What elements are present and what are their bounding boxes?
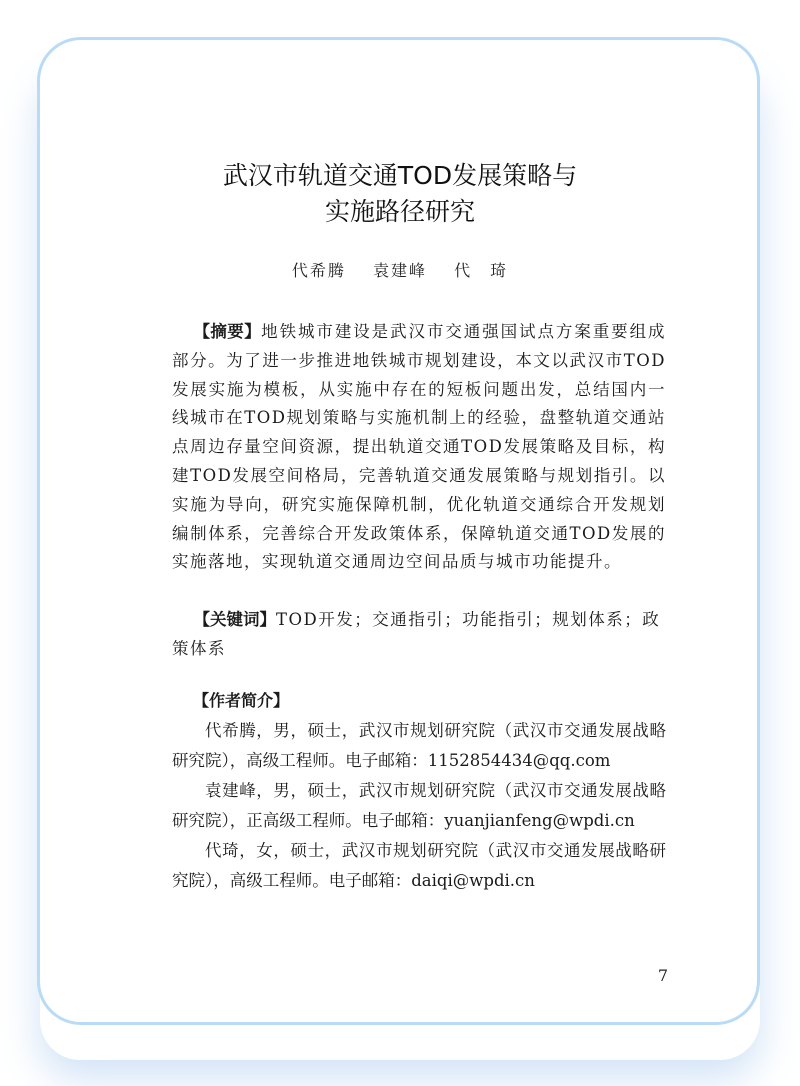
bio-entry: 代希腾，男，硕士，武汉市规划研究院（武汉市交通发展战略研究院），高级工程师。电子邮箱：1152854434@qq.com xyxy=(172,721,666,770)
abstract-paragraph xyxy=(172,318,666,577)
author-name: 袁建峰 xyxy=(372,261,427,280)
bio-heading: 【作者简介】 xyxy=(193,691,290,710)
abstract-text: 地铁城市建设是武汉市交通强国试点方案重要组成部分。为了进一步推进地铁城市规划建设，本文以武汉市TOD发展实施为模板，从实施中存在的短板问题出发，总结国内一线城市在TOD规划策略与实施机制上的经验，盘整轨道交通站点周边存量空间资源，提出轨道交通TOD发展策略及目标，构建TOD发展空间格局，完善轨道交通发展策略与规划指引。以实施为导向，研究实施保障机制，优化轨道交通综合开发规划编制体系，完善综合开发政策体系，保障轨道交通TOD发展的实施落地，实现轨道交通周边空间品质与城市功能提升。 xyxy=(172,322,667,572)
author-name: 代希腾 xyxy=(291,261,346,280)
keywords-label: 【关键词】 xyxy=(193,610,276,629)
title-line-1: 武汉市轨道交通TOD发展策略与 xyxy=(222,161,578,190)
bio-entry: 袁建峰，男，硕士，武汉市规划研究院（武汉市交通发展战略研究院），正高级工程师。电子邮箱：yuanjianfeng@wpdi.cn xyxy=(172,781,666,830)
page-number: 7 xyxy=(657,966,668,985)
title-line-2: 实施路径研究 xyxy=(324,197,475,226)
author-list xyxy=(0,258,800,281)
keywords-paragraph xyxy=(172,606,666,664)
abstract-label: 【摘要】 xyxy=(193,322,262,341)
bio-section xyxy=(172,716,666,896)
bio-entry: 代琦，女，硕士，武汉市规划研究院（武汉市交通发展战略研究院），高级工程师。电子邮箱：daiqi@wpdi.cn xyxy=(172,841,666,890)
keywords-text: TOD开发；交通指引；功能指引；规划体系；政策体系 xyxy=(172,610,661,658)
paper-title xyxy=(0,158,800,230)
author-name: 代 琦 xyxy=(454,261,509,280)
